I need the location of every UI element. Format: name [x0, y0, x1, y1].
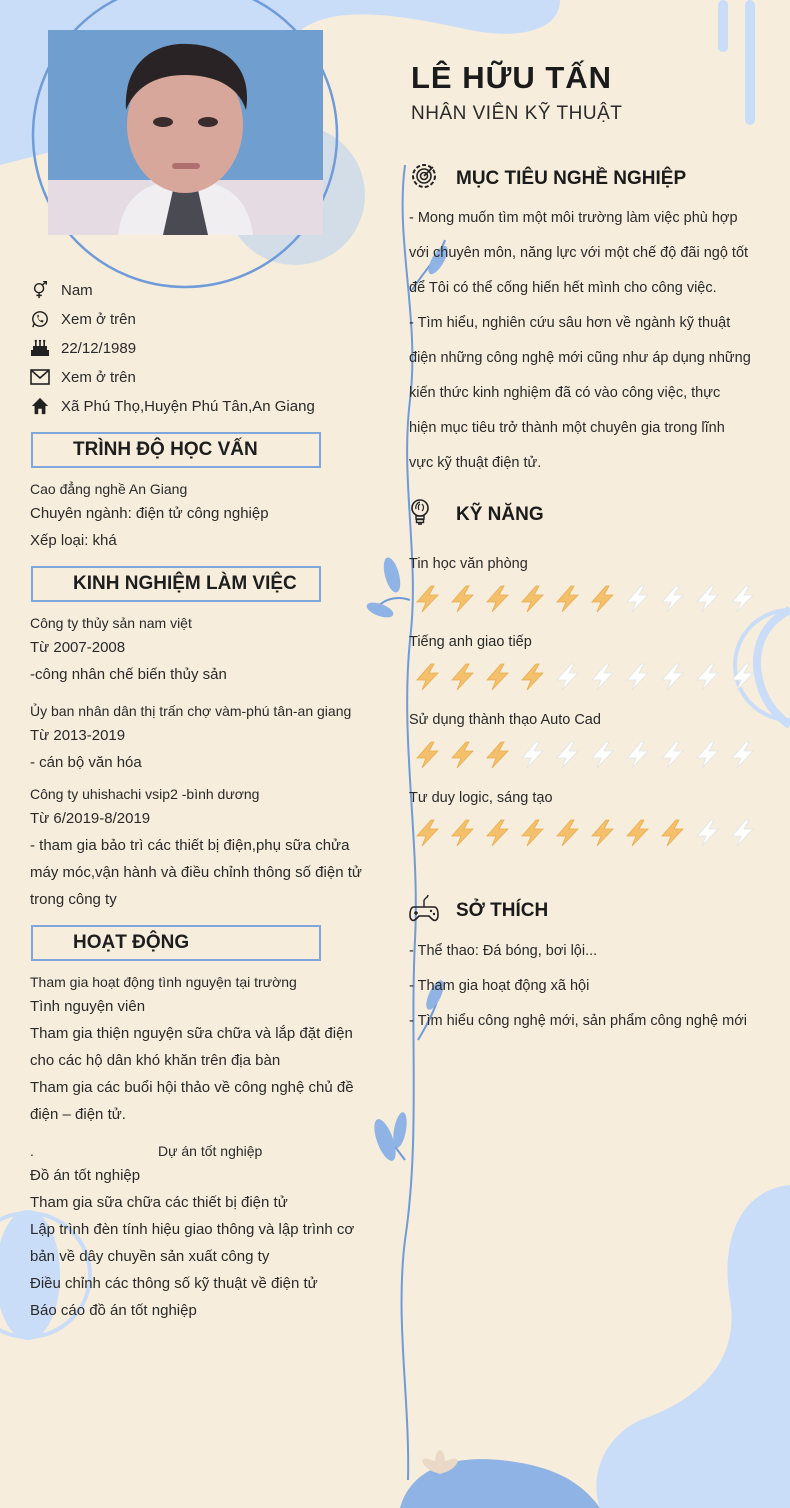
lightning-empty-icon [691, 818, 724, 848]
lightning-filled-icon [446, 584, 479, 614]
lightning-filled-icon [551, 584, 584, 614]
project-title: Dự án tốt nghiệp [158, 1143, 263, 1159]
lightning-filled-icon [621, 818, 654, 848]
lightning-filled-icon [446, 662, 479, 692]
objective-line: vực kỹ thuật điện tử. [409, 455, 542, 471]
lightning-filled-icon [411, 662, 444, 692]
experience-heading: KINH NGHIỆM LÀM VIỆC [31, 566, 321, 602]
objective-text [409, 201, 758, 481]
skill-rating [411, 818, 759, 848]
lightbulb-icon [408, 497, 440, 529]
education-major: Chuyên ngành: điện tử công nghiệp [30, 505, 269, 522]
person-silhouette-icon [48, 30, 323, 235]
education-heading: TRÌNH ĐỘ HỌC VẤN [31, 432, 321, 468]
skill-rating [411, 662, 759, 692]
experience-desc: trong công ty [30, 891, 117, 908]
experience-desc: -công nhân chế biến thủy sản [30, 666, 227, 683]
skill-label: Tin học văn phòng [409, 556, 528, 572]
lightning-filled-icon [481, 818, 514, 848]
email-icon [30, 367, 50, 387]
lightning-filled-icon [516, 818, 549, 848]
lightning-empty-icon [586, 662, 619, 692]
lightning-filled-icon [551, 818, 584, 848]
experience-desc: máy móc,vận hành và điều chỉnh thông số điện tử [30, 864, 362, 881]
lightning-filled-icon [411, 584, 444, 614]
lightning-filled-icon [586, 584, 619, 614]
education-grade: Xếp loại: khá [30, 532, 117, 549]
lightning-empty-icon [726, 740, 759, 770]
lightning-filled-icon [411, 818, 444, 848]
lightning-empty-icon [621, 584, 654, 614]
project-line: Đồ án tốt nghiệp [30, 1167, 141, 1184]
birthday-text: 22/12/1989 [61, 339, 137, 357]
job-title: NHÂN VIÊN KỸ THUẬT [411, 103, 623, 124]
home-icon [30, 396, 50, 416]
email-text: Xem ở trên [61, 368, 136, 386]
skill-label: Tư duy logic, sáng tạo [409, 790, 553, 806]
skill-label: Sử dụng thành thạo Auto Cad [409, 712, 601, 728]
contact-address [30, 396, 315, 416]
lightning-filled-icon [516, 662, 549, 692]
project-dot: . [30, 1143, 34, 1159]
activity-line: điện – điện tử. [30, 1106, 126, 1123]
objective-line: - Tìm hiểu, nghiên cứu sâu hơn về ngành kỹ thuật [409, 315, 731, 331]
lightning-empty-icon [516, 740, 549, 770]
activity-line: Tham gia thiện nguyện sữa chữa và lắp đặt điện [30, 1025, 353, 1042]
lightning-filled-icon [481, 584, 514, 614]
lightning-empty-icon [691, 740, 724, 770]
birthday-cake-icon [30, 338, 50, 358]
experience-period: Từ 6/2019-8/2019 [30, 810, 151, 827]
objective-line: điện những công nghệ mới cũng như áp dụng những [409, 350, 751, 366]
experience-company: Công ty uhishachi vsip2 -bình dương [30, 786, 260, 802]
skill-rating [411, 740, 759, 770]
lightning-empty-icon [726, 662, 759, 692]
lightning-empty-icon [656, 584, 689, 614]
contact-email [30, 367, 136, 387]
gamepad-icon [408, 893, 440, 925]
experience-desc: - cán bộ văn hóa [30, 754, 142, 771]
contact-phone [30, 309, 136, 329]
activities-heading: HOẠT ĐỘNG [31, 925, 321, 961]
hobbies-heading: SỞ THÍCH [456, 900, 549, 921]
contact-birthday [30, 338, 136, 358]
activity-line: Tình nguyện viên [30, 998, 146, 1015]
gear-target-icon [408, 160, 440, 192]
activity-line: Tham gia hoạt động tình nguyện tại trường [30, 974, 297, 990]
experience-company: Công ty thủy sản nam việt [30, 615, 192, 631]
lightning-empty-icon [691, 662, 724, 692]
experience-period: Từ 2013-2019 [30, 727, 126, 744]
phone-icon [30, 309, 50, 329]
hobby-item: - Thể thao: Đá bóng, bơi lội... [409, 943, 598, 959]
phone-text: Xem ở trên [61, 310, 136, 328]
project-line: bản về dây chuyền sản xuất công ty [30, 1248, 270, 1265]
hobby-item: - Tìm hiểu công nghệ mới, sản phẩm công nghệ mới [409, 1013, 747, 1029]
lightning-filled-icon [481, 662, 514, 692]
project-line: Lập trình đèn tính hiệu giao thông và lập trình cơ [30, 1221, 355, 1238]
lightning-empty-icon [586, 740, 619, 770]
project-line: Báo cáo đồ án tốt nghiệp [30, 1302, 197, 1319]
project-line: Tham gia sữa chữa các thiết bị điện tử [30, 1194, 288, 1211]
contact-gender [30, 280, 93, 300]
skill-rating [411, 584, 759, 614]
lightning-filled-icon [586, 818, 619, 848]
objective-heading: MỤC TIÊU NGHỀ NGHIỆP [456, 168, 687, 189]
lightning-empty-icon [551, 662, 584, 692]
address-text: Xã Phú Thọ,Huyện Phú Tân,An Giang [61, 397, 315, 415]
lightning-empty-icon [656, 740, 689, 770]
profile-photo [48, 30, 323, 235]
objective-line: để Tôi có thể cống hiến hết mình cho công việc. [409, 280, 717, 296]
lightning-empty-icon [691, 584, 724, 614]
objective-line: kiến thức kinh nghiệm đã có vào công việc, thực [409, 385, 721, 401]
experience-period: Từ 2007-2008 [30, 639, 126, 656]
gender-icon [30, 280, 50, 300]
lightning-empty-icon [551, 740, 584, 770]
experience-desc: - tham gia bảo trì các thiết bị điện,phụ sữa chửa [30, 837, 350, 854]
lightning-empty-icon [726, 584, 759, 614]
candidate-name: LÊ HỮU TẤN [411, 60, 613, 95]
experience-company: Ủy ban nhân dân thị trấn chợ vàm-phú tân-an giang [30, 703, 352, 719]
objective-line: - Mong muốn tìm một môi trường làm việc phù hợp [409, 210, 738, 226]
lightning-empty-icon [621, 740, 654, 770]
lightning-filled-icon [516, 584, 549, 614]
activity-line: Tham gia các buổi hội thảo về công nghệ chủ đề [30, 1079, 354, 1096]
activity-line: cho các hộ dân khó khăn trên địa bàn [30, 1052, 281, 1069]
lightning-filled-icon [446, 740, 479, 770]
lightning-filled-icon [446, 818, 479, 848]
objective-line: hiện mục tiêu trở thành một chuyên gia trong lĩnh [409, 420, 725, 436]
skills-heading: KỸ NĂNG [456, 504, 544, 525]
lightning-filled-icon [411, 740, 444, 770]
gender-text: Nam [61, 281, 93, 299]
project-line: Điều chỉnh các thông số kỹ thuật về điện tử [30, 1275, 318, 1292]
lightning-empty-icon [621, 662, 654, 692]
lightning-empty-icon [726, 818, 759, 848]
objective-line: với chuyên môn, năng lực với một chế độ đãi ngộ tốt [409, 245, 749, 261]
lightning-empty-icon [656, 662, 689, 692]
education-school: Cao đẳng nghề An Giang [30, 481, 188, 497]
skill-label: Tiếng anh giao tiếp [409, 634, 532, 650]
lightning-filled-icon [656, 818, 689, 848]
lightning-filled-icon [481, 740, 514, 770]
hobby-item: - Tham gia hoạt động xã hội [409, 978, 590, 994]
